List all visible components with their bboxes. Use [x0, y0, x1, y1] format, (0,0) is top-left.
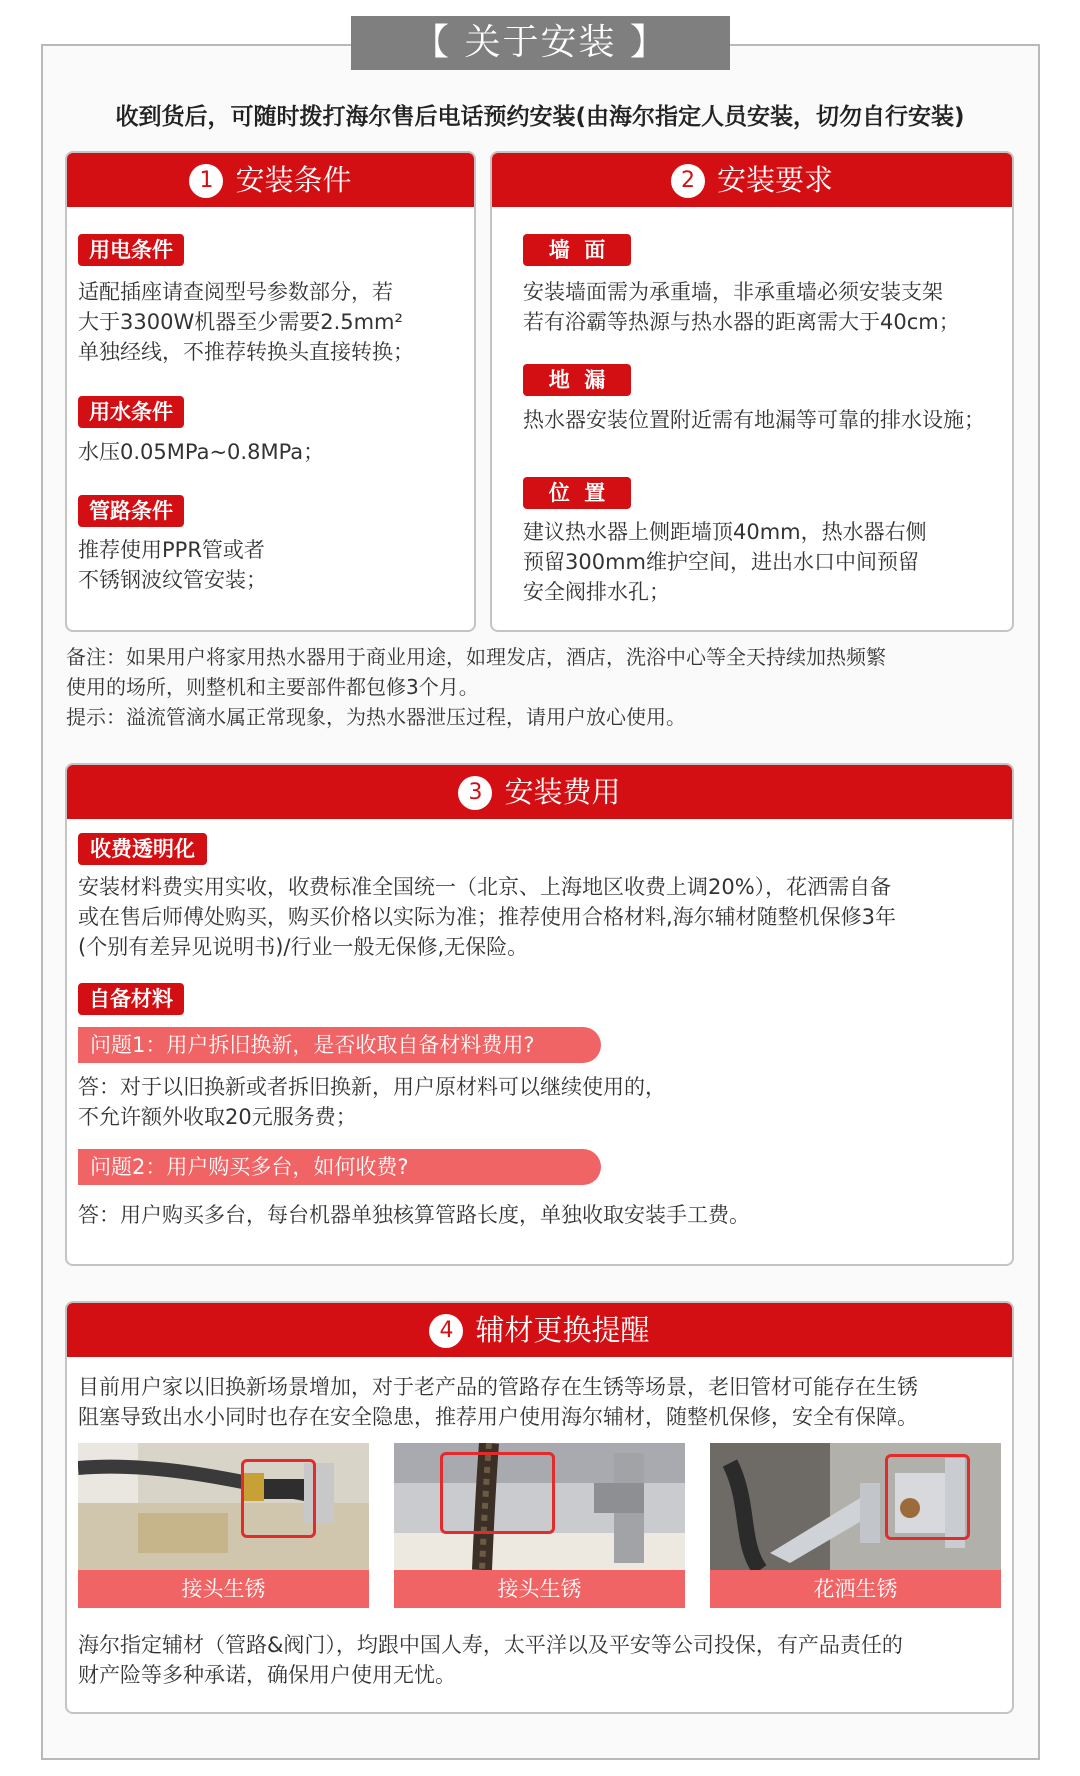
power-condition-tag: 用电条件 — [78, 234, 184, 266]
answer-2-text: 答：用户购买多台，每台机器单独核算管路长度，单独收取安装手工费。 — [78, 1203, 750, 1227]
rusty-shower-photo — [710, 1443, 1001, 1570]
water-condition-tag: 用水条件 — [78, 396, 184, 428]
pipe-condition-tag: 管路条件 — [78, 495, 184, 527]
install-intro: 收到货后，可随时拨打海尔售后电话预约安装(由海尔指定人员安装，切勿自行安装) — [115, 104, 965, 130]
highlight-box — [241, 1459, 316, 1538]
photo-caption-3: 花洒生锈 — [710, 1570, 1001, 1608]
drain-requirement-text: 热水器安装位置附近需有地漏等可靠的排水设施； — [523, 408, 985, 432]
materials-footer-text: 海尔指定辅材（管路&阀门），均跟中国人寿，太平洋以及平安等公司投保，有产品责任的 财产险等多种承诺，确保用户使用无忧。 — [78, 1633, 903, 1687]
position-requirement-tag: 位 置 — [523, 477, 631, 509]
section-number-badge: 1 — [189, 164, 223, 198]
transparent-fee-text: 安装材料费实用实收，收费标准全国统一（北京、上海地区收费上调20%），花洒需自备 或在售后师傅处购买，购买价格以实际为准；推荐使用合格材料,海尔辅材随整机保修3年 (个别有差异见说明书)/行业一般无保修,无保险。 — [78, 875, 897, 959]
rusty-joint-photo-1 — [78, 1443, 369, 1570]
question-2-bar: 问题2：用户购买多台，如何收费? — [78, 1149, 601, 1185]
install-conditions-header — [67, 153, 474, 207]
power-condition-text: 适配插座请查阅型号参数部分，若 大于3300W机器至少需要2.5mm² 单独经线，不推荐转换头直接转换； — [78, 280, 414, 364]
wall-requirement-tag: 墙 面 — [523, 234, 631, 266]
materials-reminder-title: 辅材更换提醒 — [475, 1313, 650, 1347]
section-number-badge: 3 — [458, 776, 492, 810]
materials-intro-text: 目前用户家以旧换新场景增加，对于老产品的管路存在生锈等场景，老旧管材可能存在生锈 阻塞导致出水小同时也存在安全隐患，推荐用户使用海尔辅材，随整机保修，安全有保障。 — [78, 1375, 918, 1429]
highlight-box — [885, 1454, 970, 1540]
question-1-bar: 问题1：用户拆旧换新，是否收取自备材料费用? — [78, 1027, 601, 1063]
rusty-joint-photo-2 — [394, 1443, 685, 1570]
position-requirement-text: 建议热水器上侧距墙顶40mm，热水器右侧 预留300mm维护空间，进出水口中间预留 安全阀排水孔； — [523, 520, 927, 604]
rusty-joint-image — [78, 1443, 369, 1570]
photo-caption-1: 接头生锈 — [78, 1570, 369, 1608]
install-requirements-card — [490, 151, 1014, 632]
transparent-fee-tag: 收费透明化 — [78, 833, 207, 865]
water-condition-text: 水压0.05MPa~0.8MPa； — [78, 440, 325, 464]
remark-note: 备注：如果用户将家用热水器用于商业用途，如理发店，酒店，洗浴中心等全天持续加热频繁 使用的场所，则整机和主要部件都包修3个月。 提示：溢流管滴水属正常现象，为热水器泄压过程，请用户放心使用。 — [66, 645, 886, 729]
self-material-tag: 自备材料 — [78, 983, 184, 1015]
highlight-box — [440, 1452, 555, 1534]
drain-requirement-tag: 地 漏 — [523, 364, 631, 396]
install-fees-header — [67, 765, 1012, 819]
install-conditions-card — [65, 151, 476, 632]
section-number-badge: 2 — [671, 164, 705, 198]
install-fees-title: 安装费用 — [504, 775, 621, 809]
photo-caption-2: 接头生锈 — [394, 1570, 685, 1608]
install-requirements-header — [492, 153, 1012, 207]
section-number-badge: 4 — [429, 1314, 463, 1348]
pipe-condition-text: 推荐使用PPR管或者 不锈钢波纹管安装； — [78, 538, 267, 592]
page-title: 【 关于安装 】 — [351, 16, 730, 70]
install-fees-card — [65, 763, 1014, 1266]
wall-requirement-text: 安装墙面需为承重墙，非承重墙必须安装支架 若有浴霸等热源与热水器的距离需大于40cm； — [523, 280, 960, 334]
install-requirements-title: 安装要求 — [716, 163, 833, 197]
install-conditions-title: 安装条件 — [235, 163, 352, 197]
materials-reminder-header — [67, 1303, 1012, 1357]
answer-1-text: 答：对于以旧换新或者拆旧换新，用户原材料可以继续使用的， 不允许额外收取20元服务费； — [78, 1075, 666, 1129]
